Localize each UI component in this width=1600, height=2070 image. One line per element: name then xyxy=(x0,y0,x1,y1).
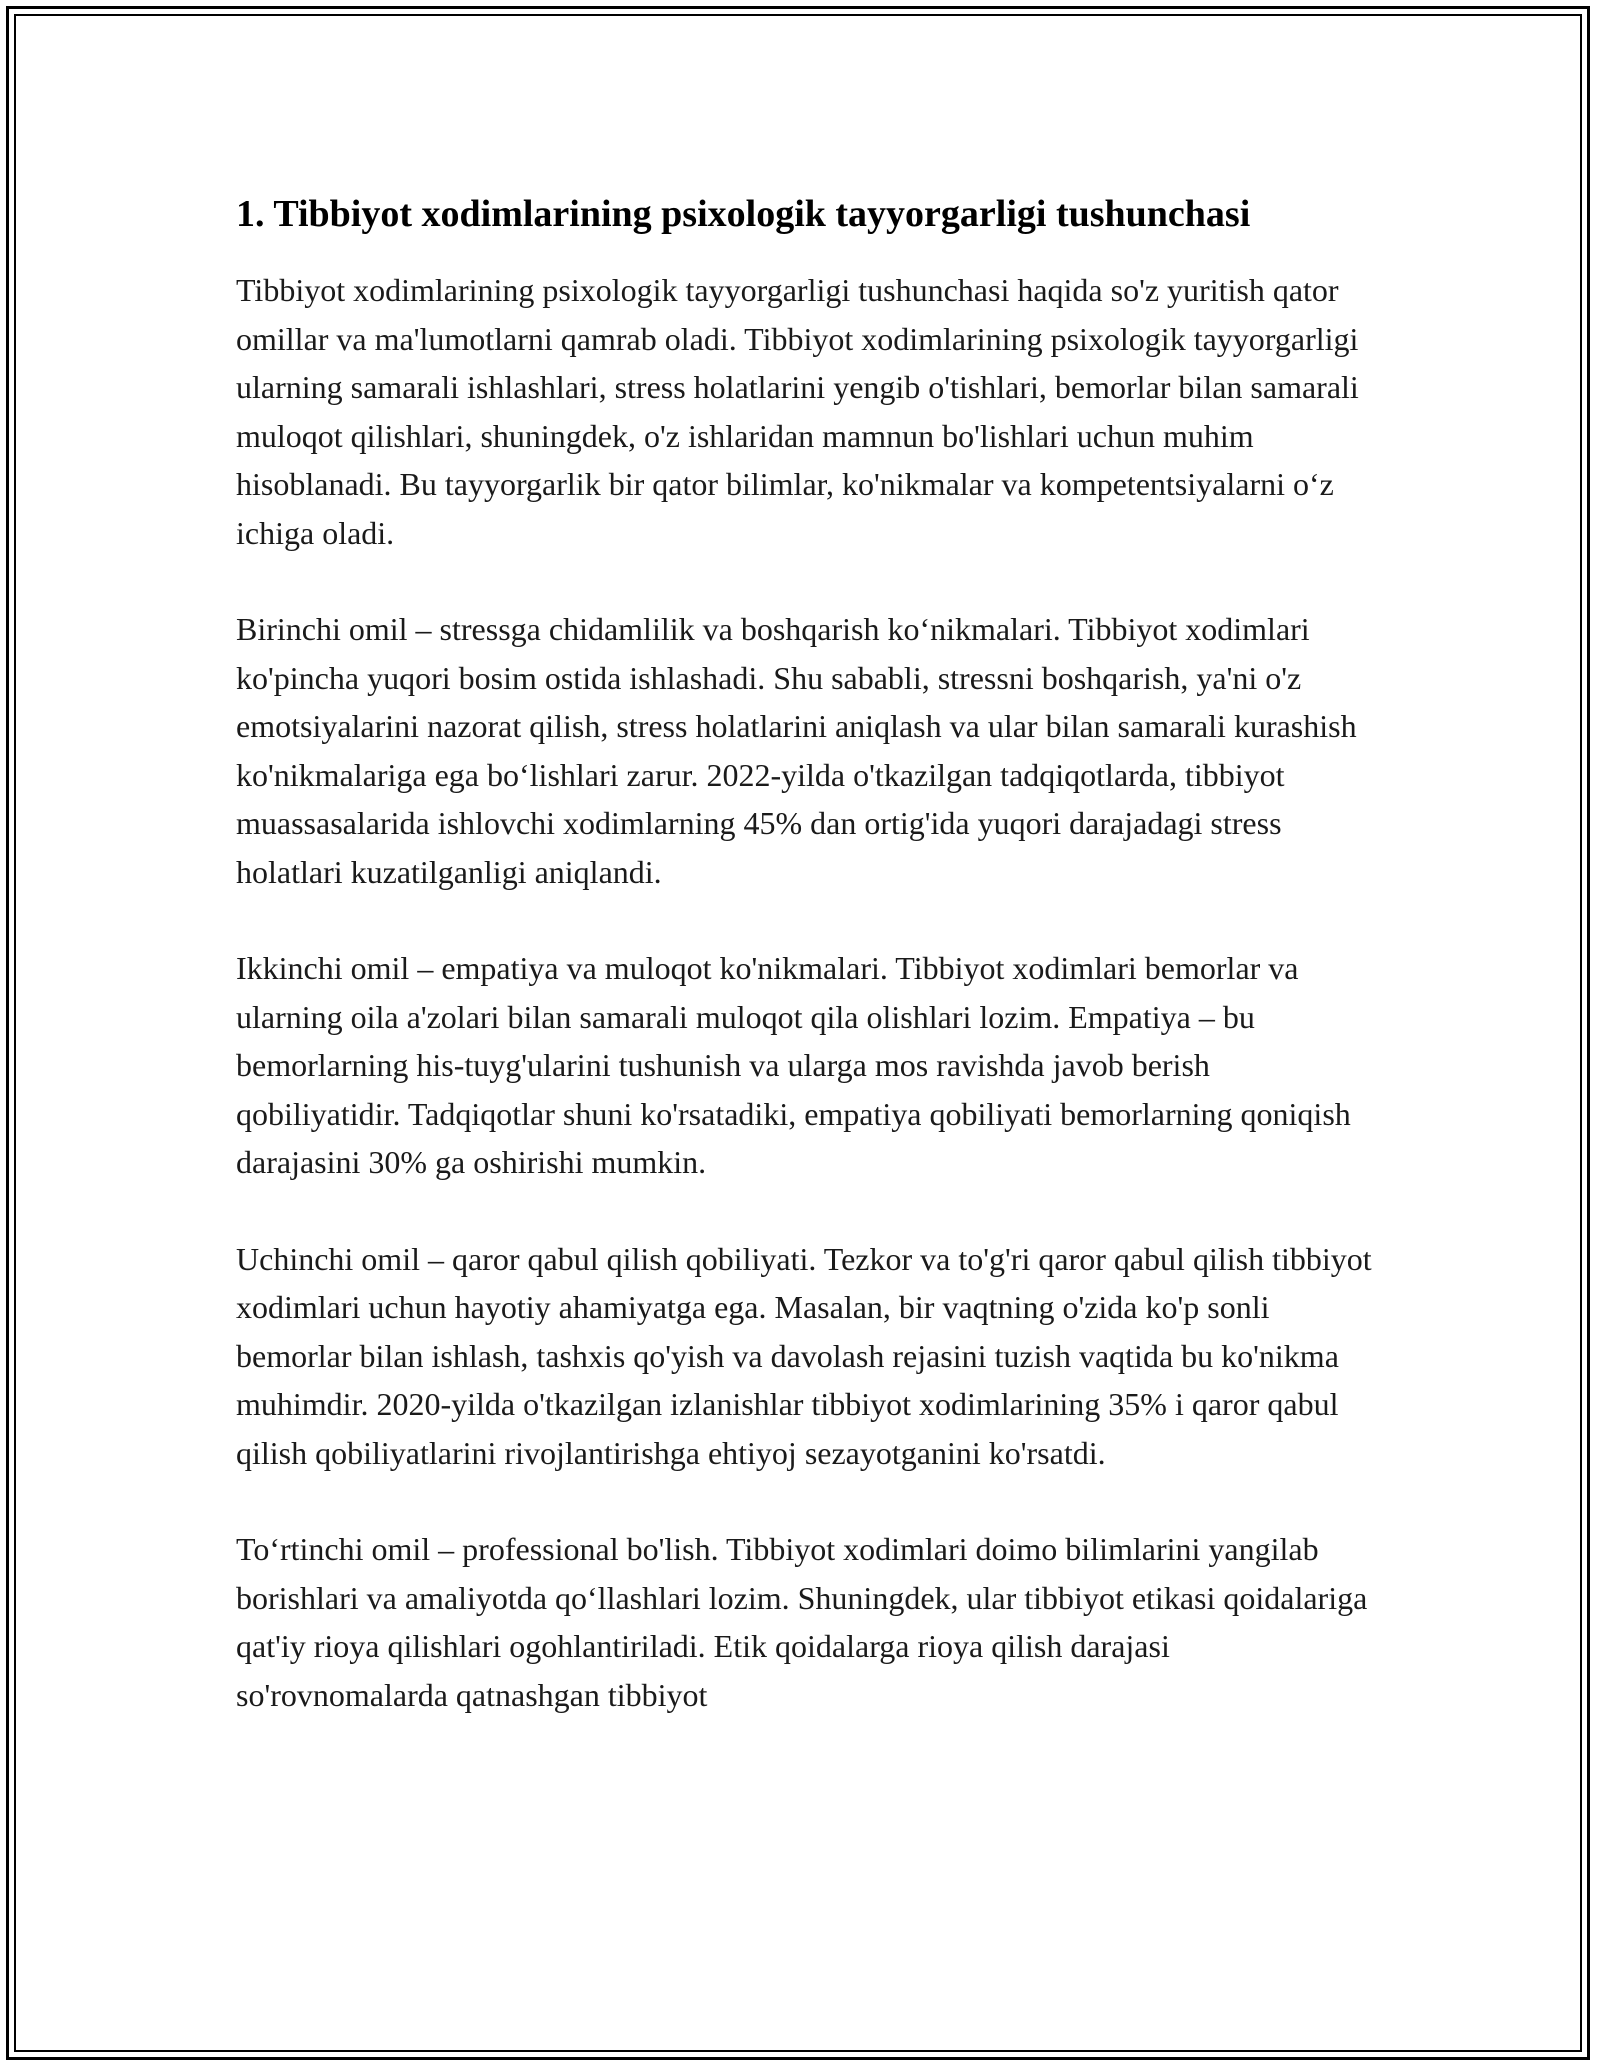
intro-paragraph: Tibbiyot xodimlarining psixologik tayyorgarligi tushunchasi haqida so'z yuritish qator omillar va ma'lumotlarni qamrab oladi. Tibbiyot xodimlarining psixologik tayyorgarligi ularning samarali ishlashlari, stress holatlarini yengib o'tishlari, bemorlar bilan samarali muloqot qilishlari, shuningdek, o'z ishlaridan mamnun bo'lishlari uchun muhim hisoblanadi. Bu tayyorgarlik bir qator bilimlar, ko'nikmalar va kompetentsiyalarni o‘z ichiga oladi. xyxy=(236,272,1359,551)
paragraph-third-factor: Uchinchi omil – qaror qabul qilish qobiliyati. Tezkor va to'g'ri qaror qabul qilish tibbiyot xodimlari uchun hayotiy ahamiyatga ega. Masalan, bir vaqtning o'zida ko'p sonli bemorlar bilan ishlash, tashxis qo'yish va davolash rejasini tuzish vaqtida bu ko'nikma muhimdir. 2020-yilda o'tkazilgan izlanishlar tibbiyot xodimlarining 35% i qaror qabul qilish qobiliyatlarini rivojlantirishga ehtiyoj sezayotganini ko'rsatdi. xyxy=(236,1240,1372,1471)
paragraph-fourth-factor: To‘rtinchi omil – professional bo'lish. Tibbiyot xodimlari doimo bilimlarini yangilab borishlari va amaliyotda qo‘llashlari lozim. Shuningdek, ular tibbiyot etikasi qoidalariga qat'iy rioya qilishlari ogohlantiriladi. Etik qoidalarga rioya qilish darajasi so'rovnomalarda qatnashgan tibbiyot xyxy=(236,1531,1368,1713)
paragraph-first-factor: Birinchi omil – stressga chidamlilik va boshqarish ko‘nikmalari. Tibbiyot xodimlari ko'pincha yuqori bosim ostida ishlashadi. Shu sababli, stressni boshqarish, ya'ni o'z emotsiyalarini nazorat qilish, stress holatlarini aniqlash va ular bilan samarali kurashish ko'nikmalariga ega bo‘lishlari zarur. 2022-yilda o'tkazilgan tadqiqotlarda, tibbiyot muassasalarida ishlovchi xodimlarning 45% dan ortig'ida yuqori darajadagi stress holatlari kuzatilganligi aniqlandi. xyxy=(236,611,1357,890)
document-body xyxy=(236,186,1376,1719)
section-heading: 1. Tibbiyot xodimlarining psixologik tayyorgarligi tushunchasi xyxy=(236,193,1251,235)
paragraph-second-factor: Ikkinchi omil – empatiya va muloqot ko'nikmalari. Tibbiyot xodimlari bemorlar va ularning oila a'zolari bilan samarali muloqot qila olishlari lozim. Empatiya – bu bemorlarning his-tuyg'ularini tushunish va ularga mos ravishda javob berish qobiliyatidir. Tadqiqotlar shuni ko'rsatadiki, empatiya qobiliyati bemorlarning qoniqish darajasini 30% ga oshirishi mumkin. xyxy=(236,950,1351,1180)
